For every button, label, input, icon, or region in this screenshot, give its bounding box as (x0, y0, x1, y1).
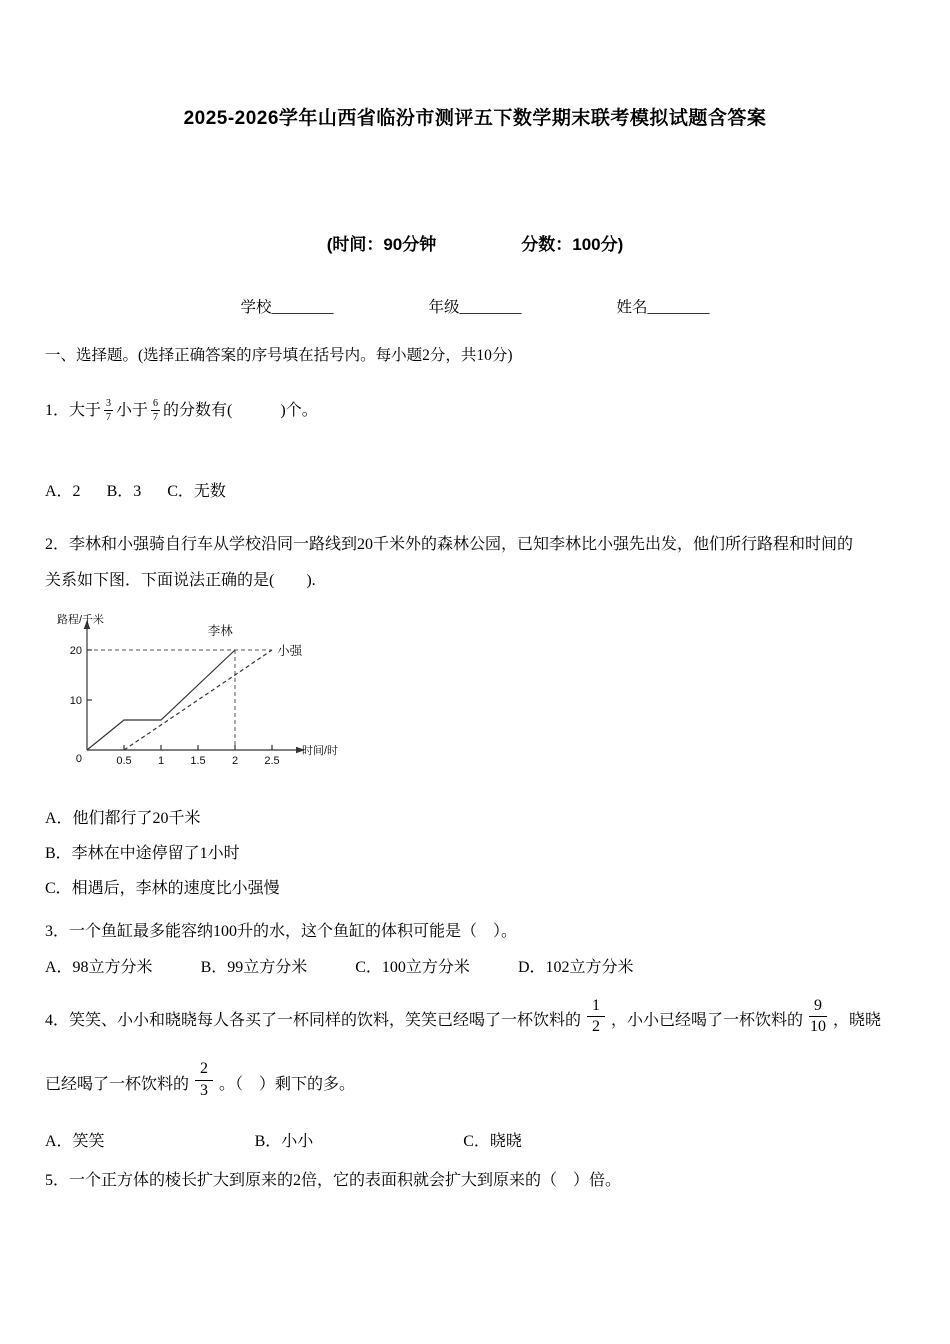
fraction-1-2 (587, 997, 605, 1037)
time-limit-label: (时间：90分钟 (326, 235, 437, 254)
option-a: A．笑笑 (45, 1133, 105, 1151)
fraction-3-7 (104, 398, 113, 423)
fraction-denominator: 10 (810, 1018, 827, 1036)
fraction-numerator: 2 (195, 1060, 213, 1080)
exam-title: 2025-2026学年山西省临汾市测评五下数学期末联考模拟试题含答案 (183, 108, 767, 129)
option-b: B．李林在中途停留了1小时 (45, 844, 240, 862)
option-c: C．100立方分米 (355, 958, 470, 976)
option-c: C．相遇后，李林的速度比小强慢 (45, 880, 280, 898)
x-tick-label: 2 (231, 754, 239, 767)
question-2-line1: 2．李林和小强骑自行车从学校沿同一路线到20千米外的森林公园，已知李林比小强先出发，他们所行路程和时间的 (45, 536, 854, 554)
name-blank: 姓名________ (616, 299, 710, 316)
fraction-numerator: 6 (153, 398, 159, 409)
series-line (124, 650, 272, 750)
option-a: A．他们都行了20千米 (45, 809, 201, 827)
question-5: 5．一个正方体的棱长扩大到原来的2倍，它的表面积就会扩大到原来的（ ）倍。 (45, 1172, 622, 1190)
total-score-label: 分数：100分) (521, 235, 624, 254)
option-c: C．无数 (167, 483, 226, 501)
question-4-line2 (45, 1060, 905, 1104)
question-4-line1 (45, 996, 905, 1041)
x-tick-label: 0.5 (116, 754, 132, 767)
series-line (87, 650, 235, 750)
x-tick-label: 1 (157, 754, 165, 767)
exam-meta-row (45, 230, 905, 255)
question-3-options (45, 950, 905, 985)
question-3: 3．一个鱼缸最多能容纳100升的水，这个鱼缸的体积可能是（ ）。 (45, 923, 518, 941)
q1-text-mid: 小于 (116, 402, 149, 419)
q4-text-2: ，小小已经喝了一杯饮料的 (611, 1011, 804, 1029)
q4-text-5: 。（ ）剩下的多。 (219, 1075, 356, 1093)
fraction-denominator: 2 (592, 1018, 601, 1036)
student-info-row (45, 295, 905, 317)
series-label: 李林 (207, 623, 233, 638)
question-4-options (45, 1124, 905, 1159)
q4-text-3: ，晓晓 (833, 1011, 882, 1029)
question-1-options (45, 474, 905, 509)
option-a: A．2 (45, 483, 81, 501)
option-a: A．98立方分米 (45, 958, 153, 976)
fraction-numerator: 9 (809, 997, 827, 1017)
fraction-denominator: 7 (106, 411, 112, 423)
section-1-heading: 一、选择题。(选择正确答案的序号填在括号内。每小题2分，共10分) (45, 347, 513, 364)
x-tick-label: 2.5 (264, 754, 280, 767)
y-axis-label: 路程/千米 (57, 613, 105, 626)
question-2-line2: 关系如下图．下面说法正确的是( ). (45, 571, 316, 589)
option-b: B．99立方分米 (200, 958, 308, 976)
fraction-numerator: 3 (106, 398, 112, 409)
question-1 (45, 393, 905, 428)
series-label: 小强 (277, 643, 303, 658)
grade-blank: 年级________ (428, 299, 522, 316)
q4-text-1: 4．笑笑、小小和晓晓每人各买了一杯同样的饮料，笑笑已经喝了一杯饮料的 (45, 1011, 582, 1029)
question-2-options (45, 801, 905, 907)
option-b: B．小小 (254, 1133, 314, 1151)
origin-label: 0 (75, 752, 82, 765)
y-tick-label: 20 (69, 644, 82, 657)
distance-time-chart (45, 612, 905, 787)
fraction-9-10 (809, 997, 827, 1037)
fraction-denominator: 7 (153, 411, 159, 423)
question-4 (45, 996, 905, 1160)
fraction-numerator: 1 (587, 997, 605, 1017)
line-chart-svg (45, 612, 365, 787)
fraction-2-3 (195, 1060, 213, 1100)
q1-text-prefix: 1．大于 (45, 402, 102, 419)
school-blank: 学校________ (240, 299, 334, 316)
fraction-denominator: 3 (200, 1081, 209, 1099)
question-2 (45, 527, 905, 597)
option-d: D．102立方分米 (517, 958, 634, 976)
q4-text-4: 已经喝了一杯饮料的 (45, 1075, 190, 1093)
option-c: C．晓晓 (463, 1133, 522, 1151)
x-axis-label: 时间/时 (302, 744, 339, 757)
x-tick-label: 1.5 (190, 754, 206, 767)
option-b: B．3 (106, 483, 142, 501)
fraction-6-7 (151, 398, 160, 423)
y-tick-label: 10 (69, 694, 82, 707)
q1-text-suffix: 的分数有( )个。 (163, 402, 318, 419)
